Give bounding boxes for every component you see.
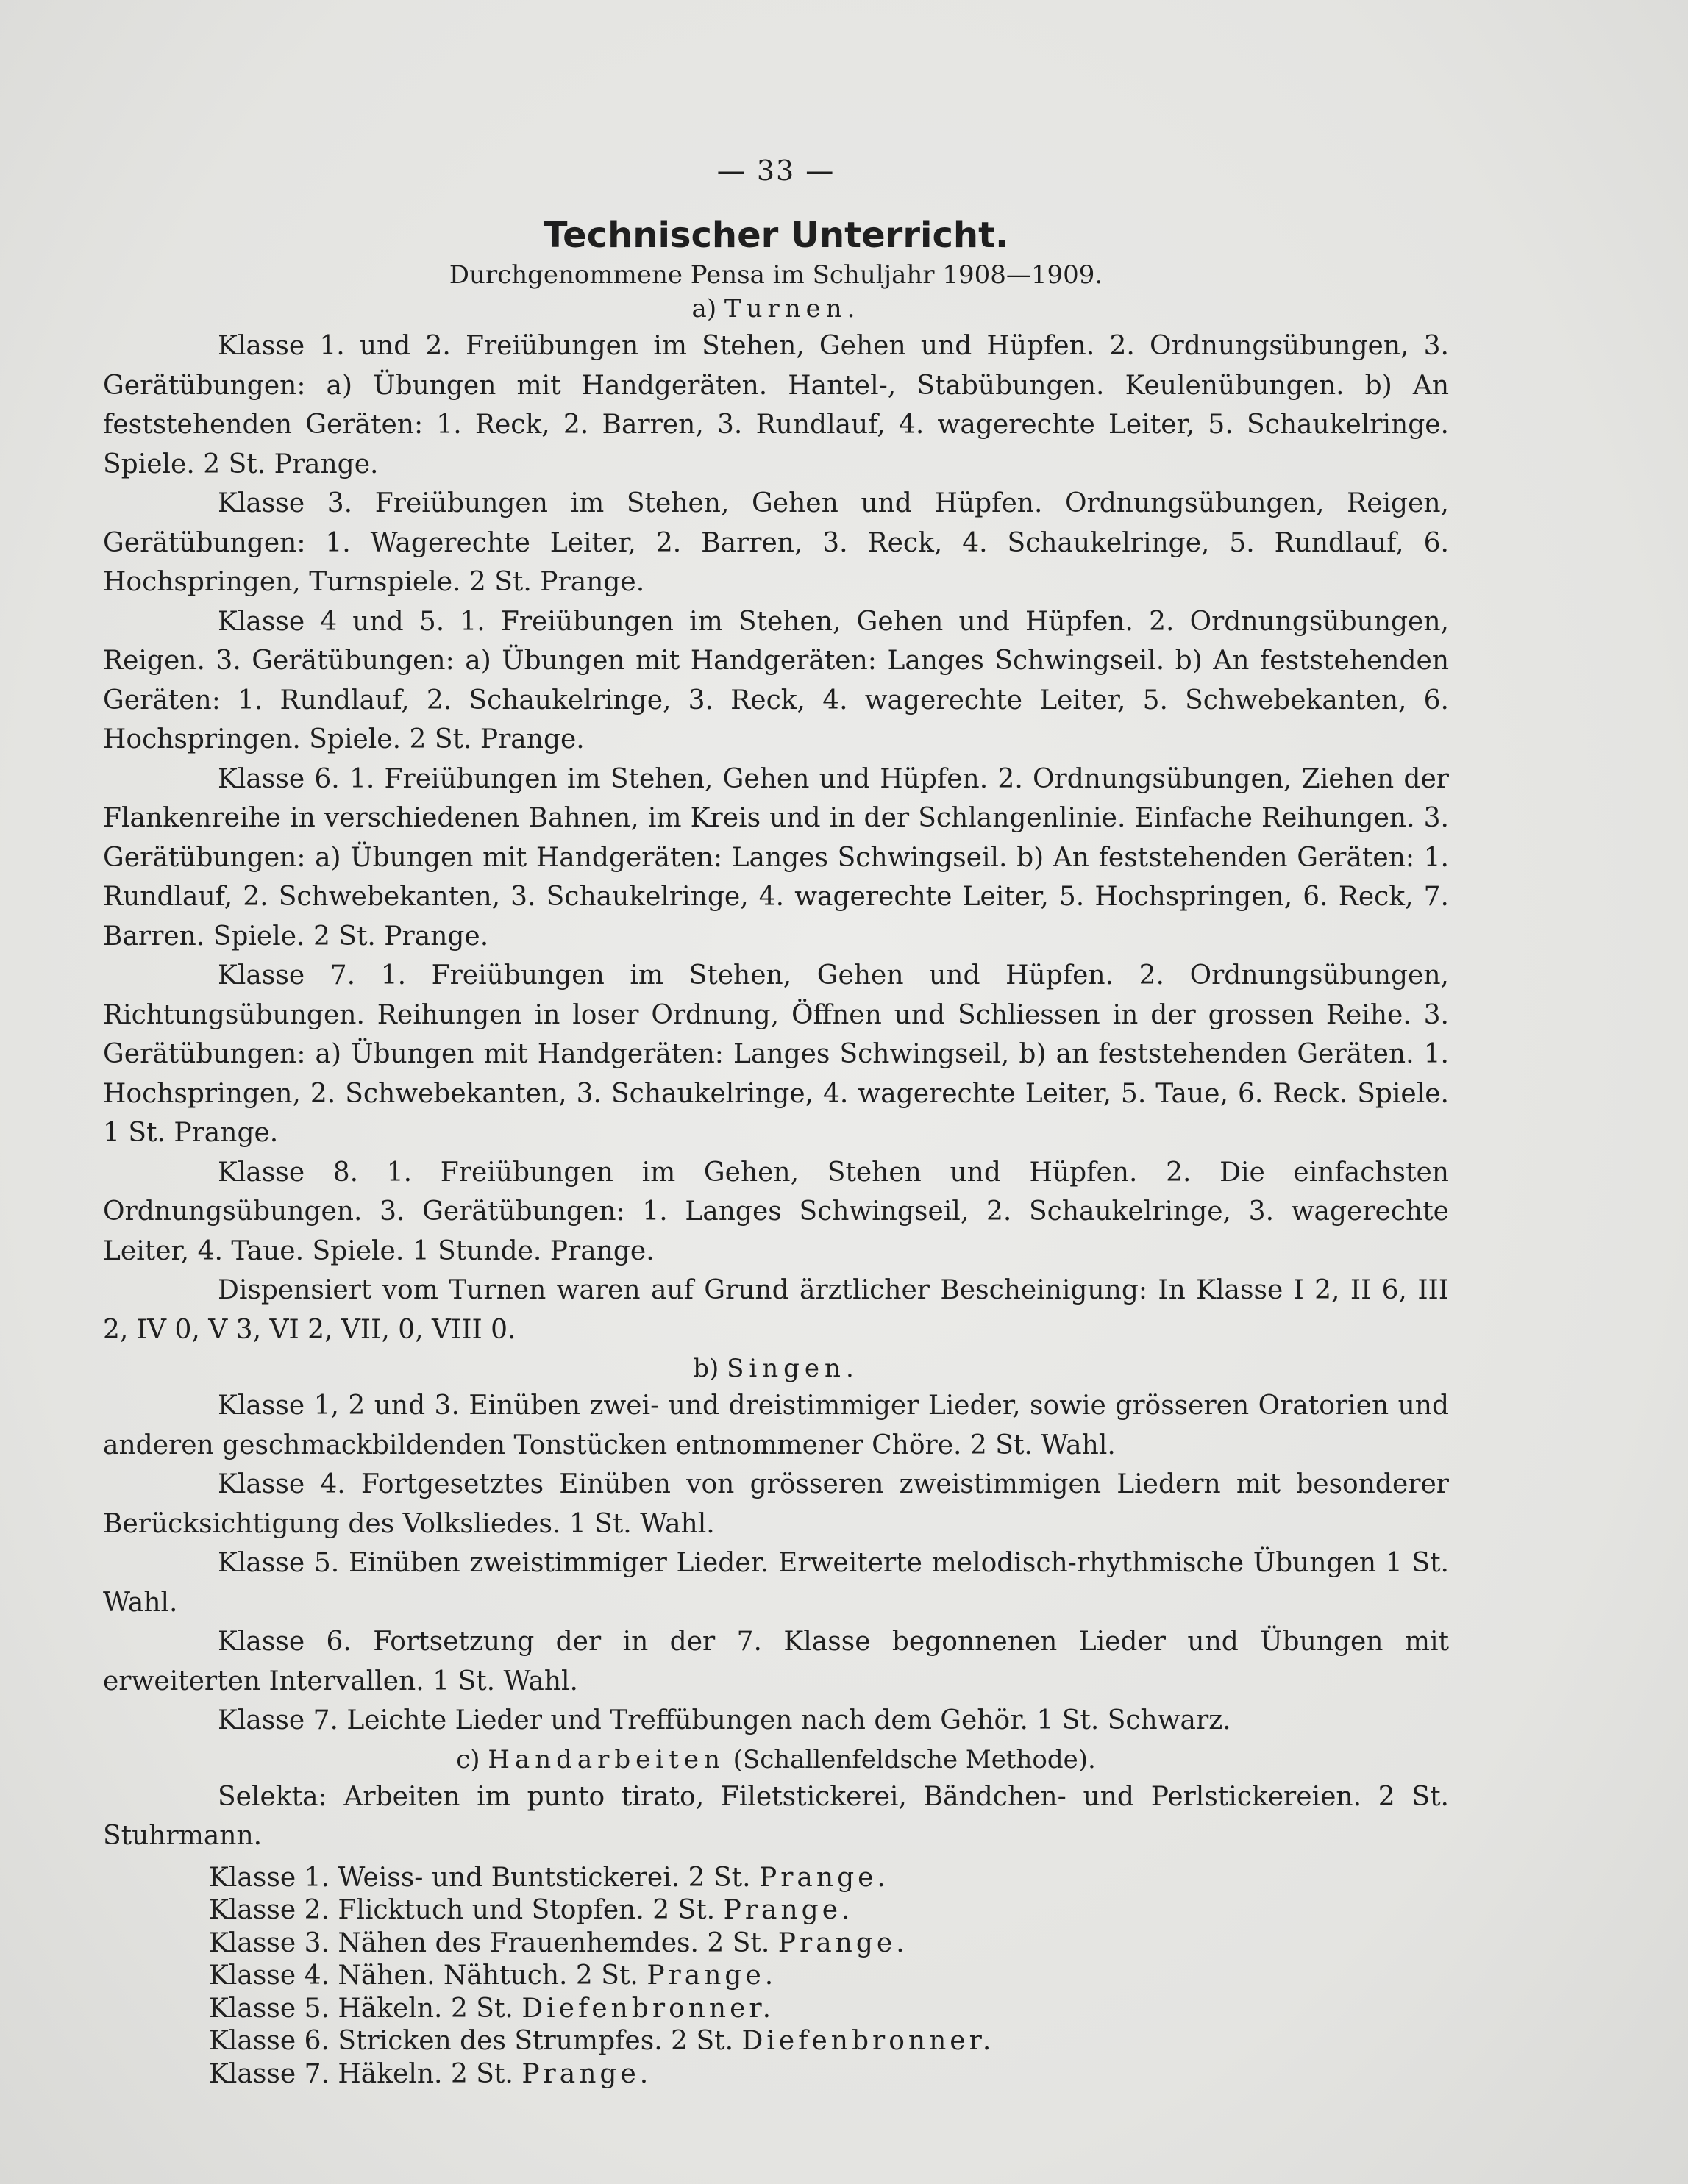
list-item <box>209 1894 1449 1927</box>
class-label: Klasse 1. <box>209 1862 330 1893</box>
section-title: Handarbeiten <box>488 1744 725 1774</box>
paragraph-singen-klasse-1-3: Klasse 1, 2 und 3. Einüben zwei- und dreistimmiger Lieder, sowie grösseren Oratorien und anderen geschmackbildenden Tonstücken entnommener Chöre. 2 St. Wahl. <box>103 1391 1449 1460</box>
teacher-name: Prange. <box>777 1927 908 1958</box>
section-prefix: a) <box>691 294 724 324</box>
section-prefix: c) <box>456 1744 488 1774</box>
list-item <box>209 2025 1449 2058</box>
class-text: Nähen. Nähtuch. 2 St. <box>338 1960 638 1991</box>
paragraph-handarbeiten-selekta: Selekta: Arbeiten im punto tirato, Filetstickerei, Bändchen- und Perlstickereien. 2 St. Stuhrmann. <box>103 1781 1449 1851</box>
teacher-name: Prange. <box>521 2058 652 2089</box>
paragraph-singen-klasse-6: Klasse 6. Fortsetzung der in der 7. Klasse begonnenen Lieder und Übungen mit erweiterten Intervallen. 1 St. Wahl. <box>103 1627 1449 1696</box>
handarbeiten-class-list <box>209 1862 1449 2091</box>
class-text: Häkeln. 2 St. <box>338 1993 513 2024</box>
class-text: Stricken des Strumpfes. 2 St. <box>338 2026 734 2056</box>
class-label: Klasse 6. <box>209 2026 330 2056</box>
teacher-name: Prange. <box>759 1862 889 1893</box>
paragraph-turnen-klasse-1-2: Klasse 1. und 2. Freiübungen im Stehen, Gehen und Hüpfen. 2. Ordnungsübungen, 3. Gerätübungen: a) Übungen mit Handgeräten. Hantel-, Stabübungen. Keulenübungen. b) An feststehenden Geräten: 1. Reck, 2. Barren, 3. Rundlauf, 4. wagerechte Leiter, 5. Schaukelringe. Spiele. 2 St. Prange. <box>103 331 1449 479</box>
teacher-name: Prange. <box>723 1895 854 1925</box>
class-text: Nähen des Frauenhemdes. 2 St. <box>338 1927 770 1958</box>
class-label: Klasse 4. <box>209 1960 330 1991</box>
section-title: Singen. <box>727 1354 859 1383</box>
paragraph-turnen-dispensiert: Dispensiert vom Turnen waren auf Grund ärztlicher Bescheinigung: In Klasse I 2, II 6, III 2, IV 0, V 3, VI 2, VII, 0, VIII 0. <box>103 1275 1449 1345</box>
list-item <box>209 1862 1449 1895</box>
section-heading-turnen <box>103 294 1449 324</box>
paragraph-singen-klasse-4: Klasse 4. Fortgesetztes Einüben von grösseren zweistimmigen Liedern mit besonderer Berücksichtigung des Volksliedes. 1 St. Wahl. <box>103 1469 1449 1539</box>
paragraph-turnen-klasse-7: Klasse 7. 1. Freiübungen im Stehen, Gehen und Hüpfen. 2. Ordnungsübungen, Richtungsübungen. Reihungen in loser Ordnung, Öffnen und Schliessen in der grossen Reihe. 3. Gerätübungen: a) Übungen mit Handgeräten: Langes Schwingseil, b) an feststehenden Geräten. 1. Hochspringen, 2. Schwebekanten, 3. Schaukelringe, 4. wagerechte Leiter, 5. Taue, 6. Reck. Spiele. 1 St. Prange. <box>103 960 1449 1148</box>
page-subtitle: Durchgenommene Pensa im Schuljahr 1908—1909. <box>449 260 1103 290</box>
list-item <box>209 1993 1449 2026</box>
list-item <box>209 1927 1449 1960</box>
teacher-name: Diefenbronner. <box>521 1993 775 2024</box>
section-suffix: (Schallenfeldsche Methode). <box>724 1744 1096 1774</box>
page-number: — 33 — <box>716 154 836 187</box>
class-text: Weiss- und Buntstickerei. 2 St. <box>338 1862 751 1893</box>
paragraph-turnen-klasse-3: Klasse 3. Freiübungen im Stehen, Gehen und Hüpfen. Ordnungsübungen, Reigen, Gerätübungen: 1. Wagerechte Leiter, 2. Barren, 3. Reck, 4. Schaukelringe, 5. Rundlauf, 6. Hochspringen, Turnspiele. 2 St. Prange. <box>103 488 1449 597</box>
class-text: Häkeln. 2 St. <box>338 2058 513 2089</box>
paragraph-singen-klasse-7: Klasse 7. Leichte Lieder und Treffübungen nach dem Gehör. 1 St. Schwarz. <box>218 1705 1231 1735</box>
paragraph-turnen-klasse-6: Klasse 6. 1. Freiübungen im Stehen, Gehen und Hüpfen. 2. Ordnungsübungen, Ziehen der Flankenreihe in verschiedenen Bahnen, im Kreis und in der Schlangenlinie. Einfache Reihungen. 3. Gerätübungen: a) Übungen mit Handgeräten: Langes Schwingseil. b) An feststehenden Geräten: 1. Rundlauf, 2. Schwebekanten, 3. Schaukelringe, 4. wagerechte Leiter, 5. Hochspringen, 6. Reck, 7. Barren. Spiele. 2 St. Prange. <box>103 763 1449 952</box>
list-item <box>209 2058 1449 2091</box>
section-heading-handarbeiten <box>103 1745 1449 1774</box>
list-item <box>209 1960 1449 1993</box>
page-title: Technischer Unterricht. <box>543 215 1009 256</box>
paragraph-turnen-klasse-8: Klasse 8. 1. Freiübungen im Gehen, Stehen und Hüpfen. 2. Die einfachsten Ordnungsübungen. 3. Gerätübungen: 1. Langes Schwingseil, 2. Schaukelringe, 3. wagerechte Leiter, 4. Taue. Spiele. 1 Stunde. Prange. <box>103 1157 1449 1266</box>
teacher-name: Diefenbronner. <box>741 2026 995 2056</box>
teacher-name: Prange. <box>647 1960 777 1991</box>
class-label: Klasse 7. <box>209 2058 330 2089</box>
section-title: Turnen. <box>724 294 861 324</box>
page-text-block <box>103 154 1449 2091</box>
class-label: Klasse 2. <box>209 1895 330 1925</box>
section-heading-singen <box>103 1354 1449 1383</box>
section-prefix: b) <box>693 1354 727 1383</box>
class-label: Klasse 5. <box>209 1993 330 2024</box>
paragraph-singen-klasse-5: Klasse 5. Einüben zweistimmiger Lieder. Erweiterte melodisch-rhythmische Übungen 1 St. Wahl. <box>103 1548 1449 1618</box>
paragraph-turnen-klasse-4-5: Klasse 4 und 5. 1. Freiübungen im Stehen, Gehen und Hüpfen. 2. Ordnungsübungen, Reigen. 3. Gerätübungen: a) Übungen mit Handgeräten: Langes Schwingseil. b) An feststehenden Geräten: 1. Rundlauf, 2. Schaukelringe, 3. Reck, 4. wagerechte Leiter, 5. Schwebekanten, 6. Hochspringen. Spiele. 2 St. Prange. <box>103 606 1449 754</box>
class-label: Klasse 3. <box>209 1927 330 1958</box>
class-text: Flicktuch und Stopfen. 2 St. <box>338 1895 716 1925</box>
